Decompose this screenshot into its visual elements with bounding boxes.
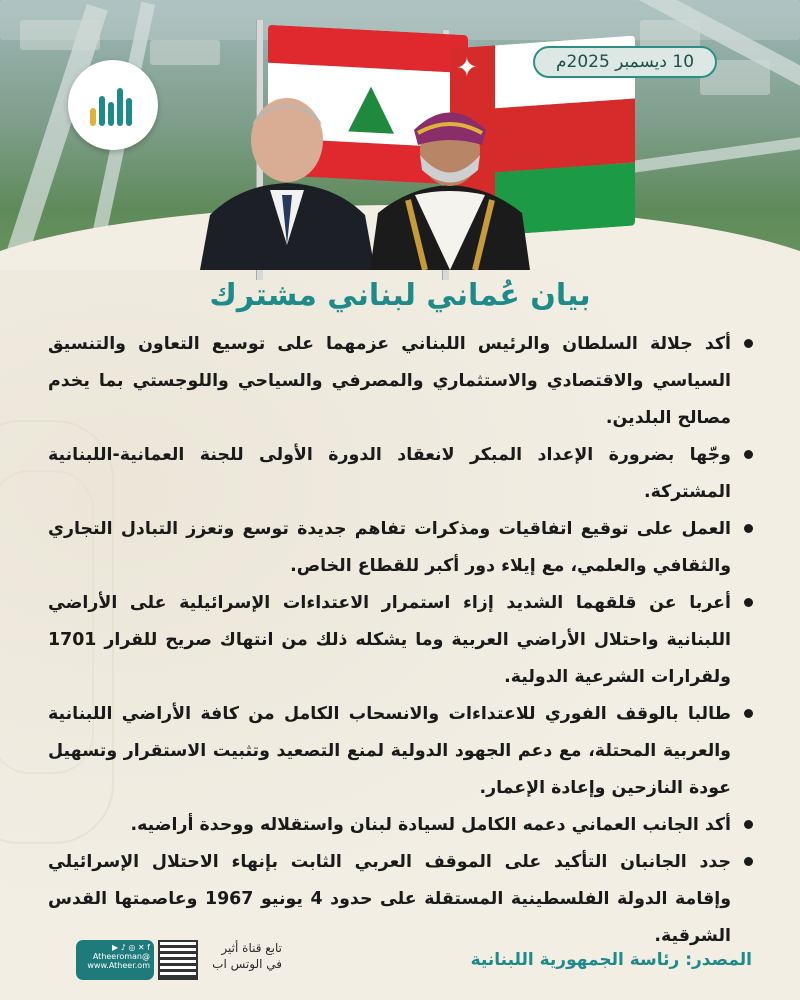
statement-item: طالبا بالوقف الفوري للاعتداءات والانسحاب الكامل من كافة الأراضي اللبنانية والعربية المحتلة، مع دعم الجهود الدولية لمنع التصعيد وتثبيت الاستقرار وتسهيل عودة النازحين وإعادة الإعمار. (48, 696, 753, 807)
date-badge: 10 ديسمبر 2025م (533, 46, 717, 78)
statement-item: جدد الجانبان التأكيد على الموقف العربي الثابت بإنهاء الاحتلال الإسرائيلي وإقامة الدولة الفلسطينية المستقلة على حدود 4 يونيو 1967 وعاصمتها القدس الشرقية. (48, 844, 753, 955)
bullet-icon (744, 524, 753, 533)
statement-list (48, 326, 753, 955)
oman-emblem-icon: ✦ (456, 52, 478, 85)
bullet-icon (744, 709, 753, 718)
bullet-icon (744, 450, 753, 459)
qr-code-icon[interactable] (158, 940, 198, 980)
source-line: المصدر: رئاسة الجمهورية اللبنانية (470, 950, 752, 970)
social-handle: @Atheeroman (92, 952, 150, 961)
sultan-photo (370, 95, 530, 270)
statement-item: أعربا عن قلقهما الشديد إزاء استمرار الاعتداءات الإسرائيلية على الأراضي اللبنانية واحتلال الأراضي العربية وما يشكله ذلك من انتهاك صريح للقرار 1701 ولقرارات الشرعية الدولية. (48, 585, 753, 696)
lebanon-flag-icon: ▲ (268, 25, 468, 185)
social-icons: f ✕ ◎ ♪ ▶ (112, 943, 150, 952)
statement-item: أكد الجانب العماني دعمه الكامل لسيادة لبنان واستقلاله ووحدة أراضيه. (48, 807, 753, 844)
follow-text: تابع قناة أثير في الوتس اب (212, 941, 282, 971)
website-link[interactable]: www.Atheer.om (87, 961, 150, 970)
footer-follow (76, 940, 282, 984)
lebanese-president-photo (200, 95, 375, 270)
statement-item: أكد جلالة السلطان والرئيس اللبناني عزمهما على توسيع التعاون والتنسيق السياسي والاقتصادي والاستثماري والمصرفي والسياحي واللوجستي بما يخدم مصالح البلدين. (48, 326, 753, 437)
bullet-icon (744, 857, 753, 866)
social-box[interactable] (76, 940, 154, 980)
statement-item: وجّها بضرورة الإعداد المبكر لانعقاد الدورة الأولى للجنة العمانية-اللبنانية المشتركة. (48, 437, 753, 511)
atheer-logo-icon (68, 60, 158, 150)
bullet-icon (744, 820, 753, 829)
page-title: بيان عُماني لبناني مشترك (209, 278, 591, 313)
bullet-icon (744, 339, 753, 348)
statement-item: العمل على توقيع اتفاقيات ومذكرات تفاهم جديدة توسع وتعزز التبادل التجاري والثقافي والعلمي، مع إيلاء دور أكبر للقطاع الخاص. (48, 511, 753, 585)
bullet-icon (744, 598, 753, 607)
